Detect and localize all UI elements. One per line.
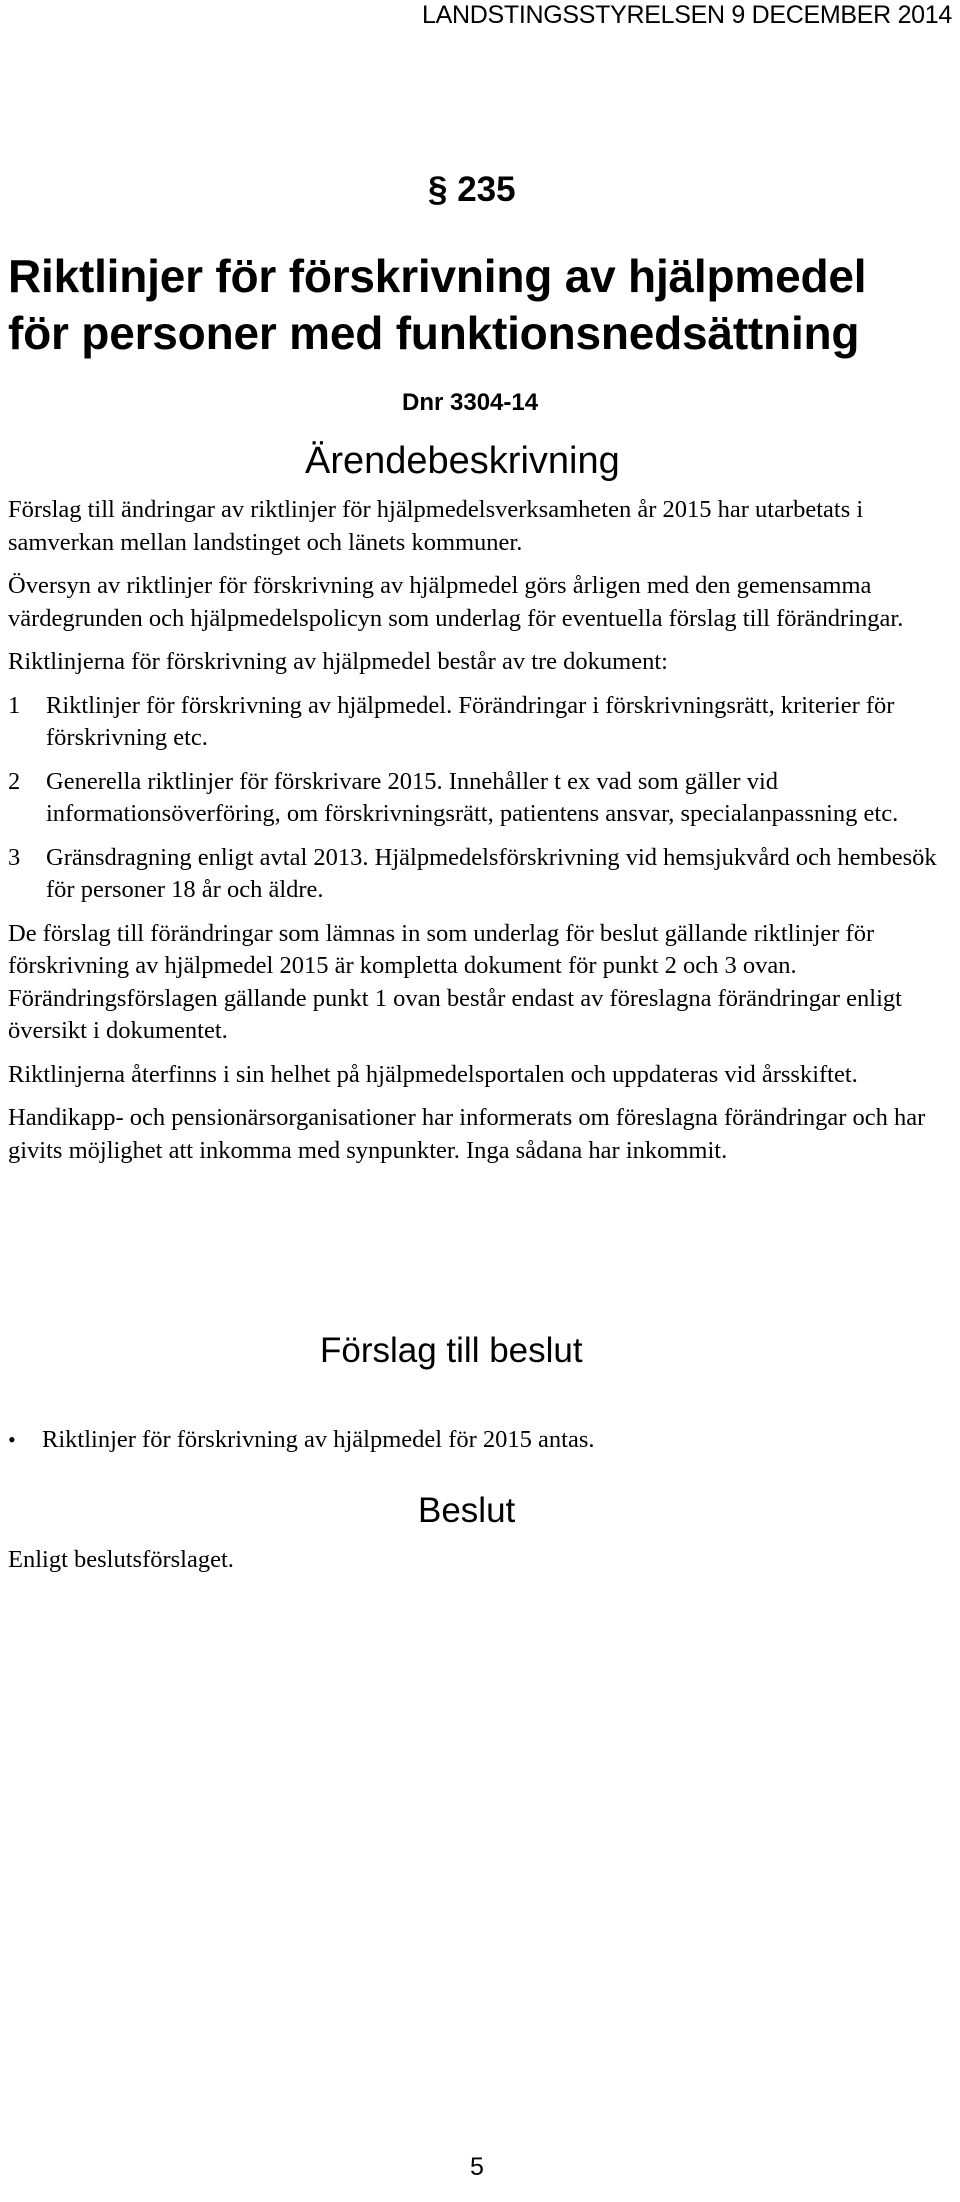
arendebeskrivning-body — [8, 494, 948, 1178]
paragraph: Riktlinjerna för förskrivning av hjälpmedel består av tre dokument: — [8, 648, 668, 675]
section-title-line-2: för personer med funktionsnedsättning — [8, 307, 860, 359]
decision-text: Enligt beslutsförslaget. — [8, 1546, 234, 1573]
section-title — [8, 248, 866, 362]
paragraph: Riktlinjerna återfinns i sin helhet på hjälpmedelsportalen och uppdateras vid årsskiftet. — [8, 1060, 858, 1088]
bullet-icon: • — [8, 1427, 16, 1452]
list-item-number: 2 — [8, 767, 21, 795]
list-item-number: 3 — [8, 843, 21, 871]
proposal-text: Riktlinjer för förskrivning av hjälpmedel för 2015 antas. — [42, 1426, 595, 1453]
heading-forslag-till-beslut: Förslag till beslut — [320, 1331, 583, 1370]
list-item-text: Gränsdragning enligt avtal 2013. Hjälpmedelsförskrivning vid hemsjukvård och hembesök för personer 18 år och äldre. — [46, 843, 937, 903]
paragraph: Översyn av riktlinjer för förskrivning av hjälpmedel görs årligen med den gemensamma värdegrunden och hjälpmedelspolicyn som underlag för eventuella förslag till förändringar. — [8, 572, 904, 632]
heading-beslut: Beslut — [418, 1491, 516, 1530]
page-number: 5 — [470, 2153, 484, 2181]
section-number: § 235 — [428, 170, 516, 209]
paragraph: Förslag till ändringar av riktlinjer för hjälpmedelsverksamheten år 2015 har utarbetats i samverkan mellan landstinget och länets kommuner. — [8, 496, 864, 556]
list-item-number: 1 — [8, 691, 21, 719]
diary-number: Dnr 3304-14 — [402, 389, 539, 416]
list-item-text: Riktlinjer för förskrivning av hjälpmedel. Förändringar i förskrivningsrätt, kriterier för förskrivning etc. — [46, 691, 895, 751]
proposal-bullet-item — [8, 1424, 948, 1456]
heading-arendebeskrivning: Ärendebeskrivning — [305, 440, 620, 482]
running-header: LANDSTINGSSTYRELSEN 9 DECEMBER 2014 — [422, 1, 952, 29]
numbered-list-item — [8, 690, 948, 755]
list-item-text: Generella riktlinjer för förskrivare 2015. Innehåller t ex vad som gäller vid informationsöverföring, om förskrivningsrätt, patientens ansvar, specialanpassning etc. — [46, 767, 899, 827]
section-title-line-1: Riktlinjer för förskrivning av hjälpmedel — [8, 250, 867, 302]
numbered-list-item — [8, 842, 948, 907]
numbered-list-item — [8, 766, 948, 831]
paragraph: Handikapp- och pensionärsorganisationer har informerats om föreslagna förändringar och har givits möjlighet att inkomma med synpunkter. Inga sådana har inkommit. — [8, 1104, 926, 1164]
paragraph: De förslag till förändringar som lämnas in som underlag för beslut gällande riktlinjer för förskrivning av hjälpmedel 2015 är kompletta dokument för punkt 2 och 3 ovan. Förändringsförslagen gällande punkt 1 ovan består endast av föreslagna förändringar enligt översikt i dokumentet. — [8, 919, 902, 1044]
